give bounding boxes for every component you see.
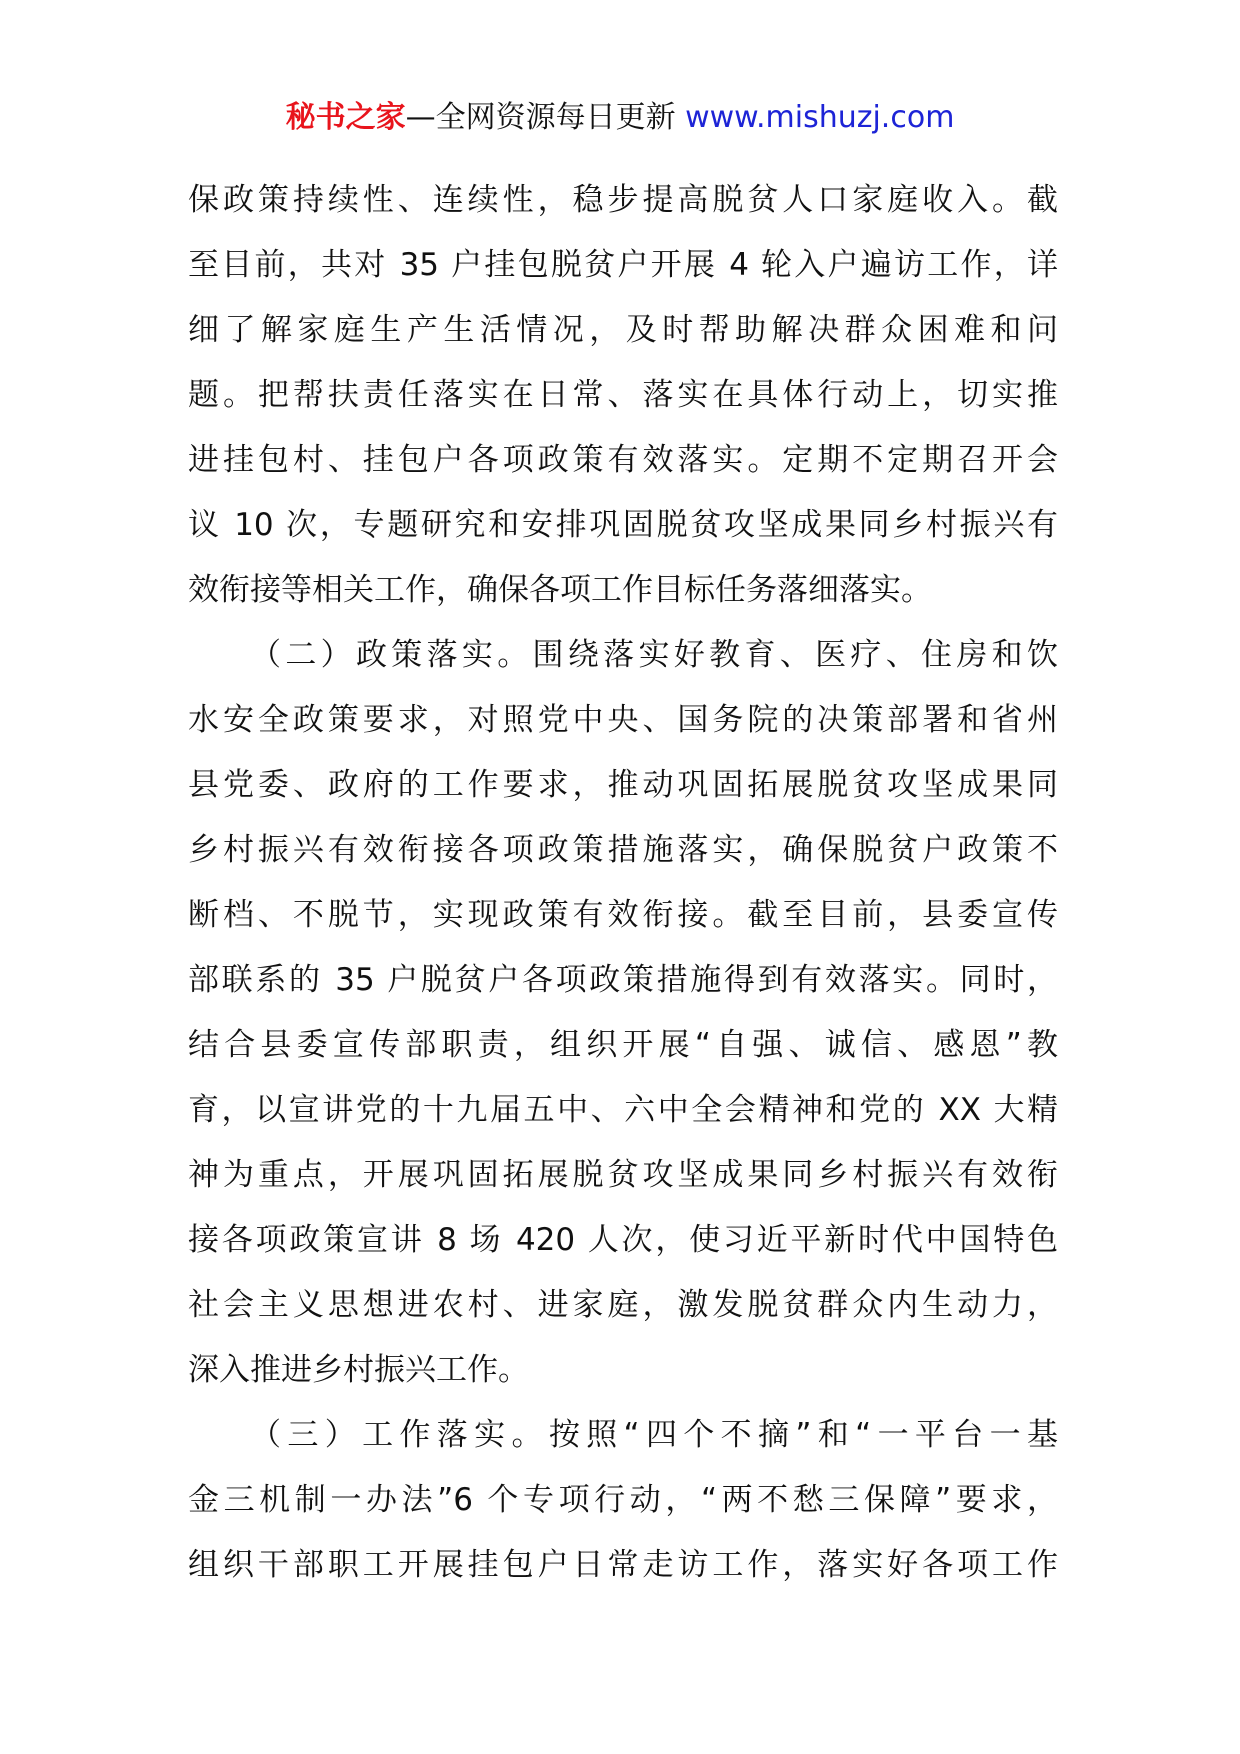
document-body xyxy=(188,168,1058,1598)
text-line: 议 10 次，专题研究和安排巩固脱贫攻坚成果同乡村振兴有 xyxy=(188,507,1058,543)
text-line: 深入推进乡村振兴工作。 xyxy=(188,1352,529,1388)
text-line: 接各项政策宣讲 8 场 420 人次，使习近平新时代中国特色 xyxy=(188,1222,1058,1258)
site-tagline: —全网资源每日更新 xyxy=(405,100,676,135)
text-line: 断档、不脱节，实现政策有效衔接。截至目前，县委宣传 xyxy=(188,897,1058,933)
site-url-link[interactable]: www.mishuzj.com xyxy=(675,100,955,135)
section-heading-line: （三）工作落实。按照“四个不摘”和“一平台一基 xyxy=(250,1417,1058,1453)
text-line: 效衔接等相关工作，确保各项工作目标任务落细落实。 xyxy=(188,572,932,608)
text-line: 育，以宣讲党的十九届五中、六中全会精神和党的 XX 大精 xyxy=(188,1092,1058,1128)
text-line: 题。把帮扶责任落实在日常、落实在具体行动上，切实推 xyxy=(188,377,1058,413)
text-line: 金三机制一办法”6 个专项行动，“两不愁三保障”要求， xyxy=(188,1482,1058,1518)
text-line: 细了解家庭生产生活情况，及时帮助解决群众困难和问 xyxy=(188,312,1058,348)
text-line: 部联系的 35 户脱贫户各项政策措施得到有效落实。同时， xyxy=(188,962,1058,998)
page-header xyxy=(0,98,1240,138)
text-line: 进挂包村、挂包户各项政策有效落实。定期不定期召开会 xyxy=(188,442,1058,478)
text-line: 组织干部职工开展挂包户日常走访工作，落实好各项工作 xyxy=(188,1547,1058,1583)
site-brand: 秘书之家 xyxy=(285,100,406,135)
section-heading-line: （二）政策落实。围绕落实好教育、医疗、住房和饮 xyxy=(250,637,1058,673)
text-line: 保政策持续性、连续性，稳步提高脱贫人口家庭收入。截 xyxy=(188,182,1058,218)
text-line: 结合县委宣传部职责，组织开展“自强、诚信、感恩”教 xyxy=(188,1027,1058,1063)
text-line: 至目前，共对 35 户挂包脱贫户开展 4 轮入户遍访工作，详 xyxy=(188,247,1058,283)
text-line: 水安全政策要求，对照党中央、国务院的决策部署和省州 xyxy=(188,702,1058,738)
text-line: 县党委、政府的工作要求，推动巩固拓展脱贫攻坚成果同 xyxy=(188,767,1058,803)
text-line: 神为重点，开展巩固拓展脱贫攻坚成果同乡村振兴有效衔 xyxy=(188,1157,1058,1193)
text-line: 社会主义思想进农村、进家庭，激发脱贫群众内生动力， xyxy=(188,1287,1058,1323)
text-line: 乡村振兴有效衔接各项政策措施落实，确保脱贫户政策不 xyxy=(188,832,1058,868)
